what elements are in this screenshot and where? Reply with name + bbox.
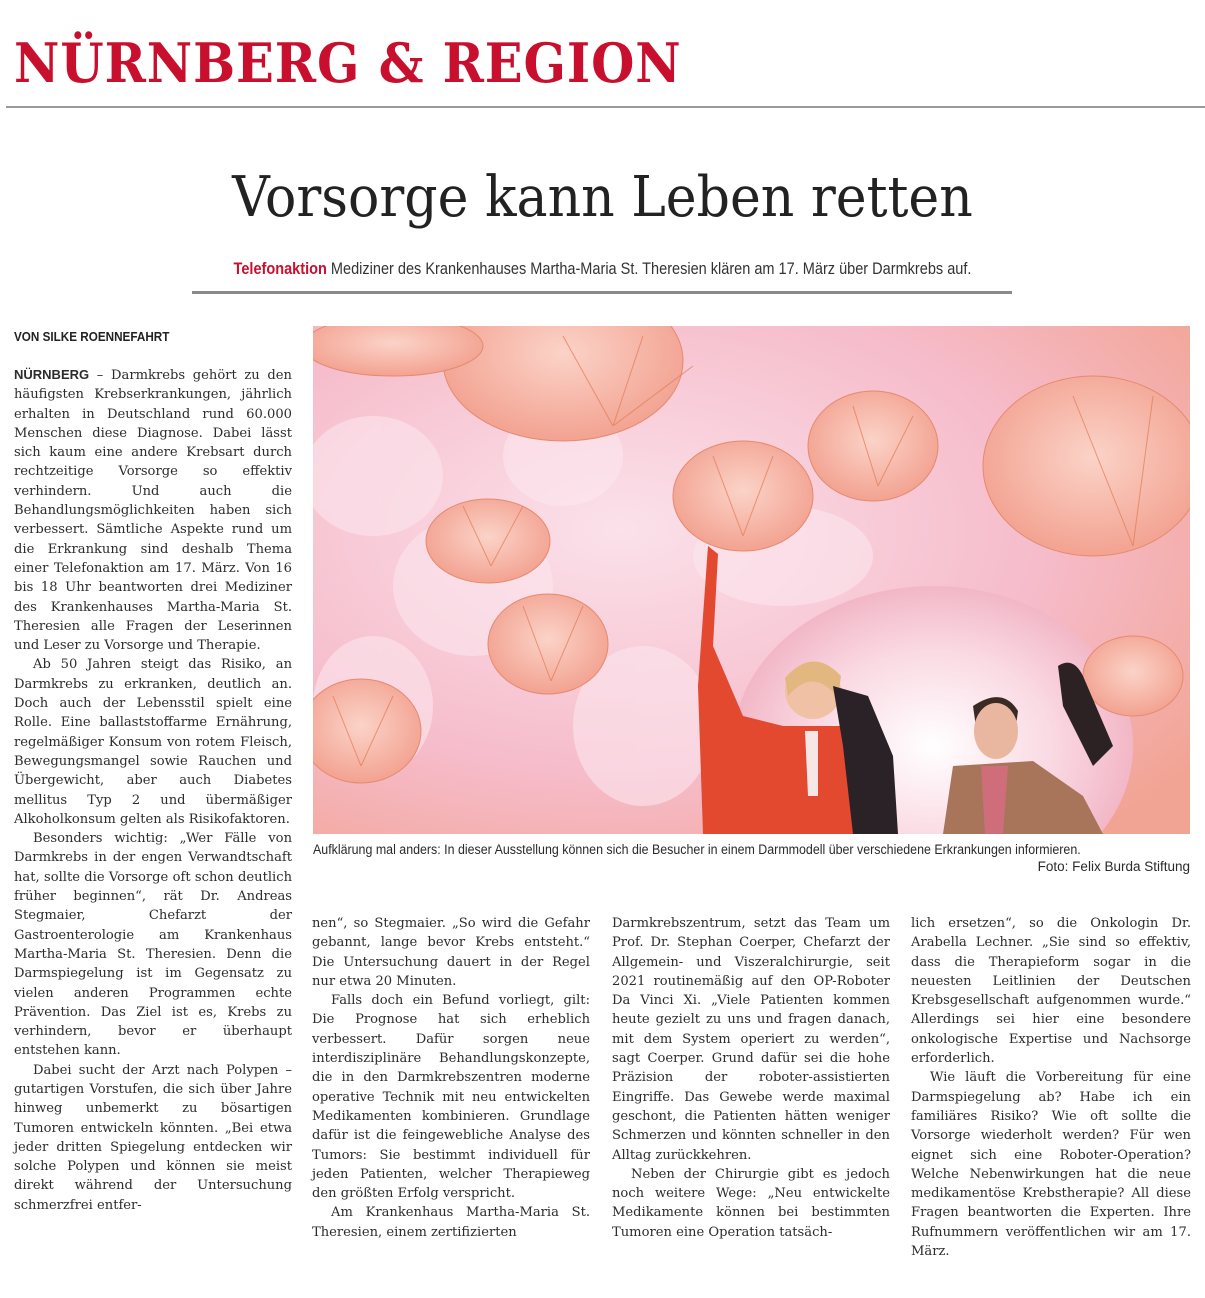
photo-credit: Foto: Felix Burda Stiftung [1037,859,1190,874]
dateline: NÜRNBERG [14,367,90,382]
paragraph: Neben der Chirurgie gibt es jedoch noch weitere Wege: „Neu entwickelte Medikamente können bei bestimmten Tumoren eine Operation tatsäch- [612,1166,890,1240]
kicker: Telefonaktion [233,260,327,278]
colon-exhibit-illustration [313,326,1190,834]
paragraph: nen“, so Stegmaier. „So wird die Gefahr gebannt, lange bevor Krebs entsteht.“ Die Untersuchung dauert in der Regel nur etwa 20 Minuten. [312,916,590,989]
paragraph: lich ersetzen“, so die Onkologin Dr. Arabella Lechner. „Sie sind so effektiv, dass die Therapieform sogar in die neuesten Leitlinien der Deutschen Krebsgesellschaft aufgenommen wurde.“ Allerdings sei hier eine besondere onkologische Expertise und Nachsorge erforderlich. [911,916,1191,1067]
paragraph: Ab 50 Jahren steigt das Risiko, an Darmkrebs zu erkranken, deutlich an. Doch auch der Lebensstil spielt eine Rolle. Eine ballaststoffarme Ernährung, regelmäßiger Konsum von rotem Fleisch, Bewegungsmangel sowie Rauchen und Übergewicht, aber auch Diabetes mellitus Typ 2 und übermäßiger Alkoholkonsum gelten als Risikofaktoren. [14,657,292,827]
subheadline-divider [192,291,1012,294]
photo-caption [313,841,1190,859]
paragraph: Besonders wichtig: „Wer Fälle von Darmkrebs in der engen Verwandtschaft hat, sollte die Vorsorge oft schon deutlich früher beginnen“, rät Dr. Andreas Stegmaier, Chefarzt der Gastroenterologie am Krankenhaus Martha-Maria St. Theresien. Denn die Darmspiegelung ist im Gegensatz zu vielen anderen Programmen echte Prävention. Das Ziel ist es, Krebs zu verhindern, bevor er überhaupt entstehen kann. [14,831,292,1059]
article-subheadline [72,260,1132,279]
caption-text: Aufklärung mal anders: In dieser Ausstellung können sich die Besucher in einem Darmmodell über verschiedene Erkrankungen informieren. [313,842,1081,857]
article-column-4 [911,914,1191,1261]
article-column-3 [612,914,890,1242]
paragraph: Wie läuft die Vorbereitung für eine Darmspiegelung ab? Habe ich ein familiäres Risiko? Wie oft sollte die Vorsorge wiederholt werden? Für wen eignet sich eine Roboter-Operation? Welche Nebenwirkungen hat die neue medikamentöse Krebstherapie? All diese Fragen beantworten die Experten. Ihre Rufnummern veröffentlichen wir am 17. März. [911,1070,1191,1260]
paragraph: Falls doch ein Befund vorliegt, gilt: Die Prognose hat sich erheblich verbessert. Dafür sorgen neue interdisziplinäre Behandlungskonzepte, die in den Darmkrebszentren moderne operative Technik mit neu entwickelten Medikamenten kombinieren. Grundlage dafür ist die feingewebliche Analyse des Tumors: Sie bestimmt individuell für jeden Patienten, welcher Therapieweg den größten Erfolg verspricht. [312,993,590,1202]
paragraph [14,365,292,655]
paragraph: Darmkrebszentrum, setzt das Team um Prof. Dr. Stephan Coerper, Chefarzt der Allgemein- und Viszeralchirurgie, seit 2021 routinemäßig auf den OP-Roboter Da Vinci Xi. „Viele Patienten kommen heute gezielt zu uns und fragen danach, mit dem System operiert zu werden“, sagt Coerper. Grund dafür sei die hohe Präzision der roboter-assistierten Eingriffe. Das Gewebe werde maximal geschont, die Patienten hätten weniger Schmerzen und könnten schneller in den Alltag zurückkehren. [612,916,890,1163]
paragraph: Am Krankenhaus Martha-Maria St. Theresien, einem zertifizierten [312,1205,590,1240]
article-headline: Vorsorge kann Leben retten [232,165,973,230]
subheadline-text: Mediziner des Krankenhauses Martha-Maria St. Theresien klären am 17. März über Darmkrebs auf. [330,260,972,278]
byline: VON SILKE ROENNEFAHRT [14,329,170,344]
article-column-1 [14,365,292,1215]
paragraph: Dabei sucht der Arzt nach Polypen – gutartigen Vorstufen, die sich über Jahre hinweg unbemerkt zu bösartigen Tumoren entwickeln könnten. „Bei etwa jeder dritten Spiegelung entdecken wir solche Polypen und können sie meist direkt während der Untersuchung schmerzfrei entfer- [14,1062,292,1213]
section-title: NÜRNBERG & REGION [14,31,682,95]
article-photo [313,326,1190,834]
paragraph-text: – Darmkrebs gehört zu den häufigsten Krebserkrankungen, jährlich erhalten in Deutschland rund 60.000 Menschen diese Diagnose. Dabei lässt sich kaum eine andere Krebsart durch rechtzeitige Vorsorge so effektiv verhindern. Und auch die Behandlungsmöglichkeiten haben sich verbessert. Sämtliche Aspekte rund um die Erkrankung sind deshalb Thema einer Telefonaktion am 17. März. Von 16 bis 18 Uhr beantworten drei Mediziner des Krankenhauses Martha-Maria St. Theresien alle Fragen der Leserinnen und Leser zu Vorsorge und Therapie. [14,368,292,654]
article-column-2 [312,914,590,1242]
section-divider [6,106,1205,108]
